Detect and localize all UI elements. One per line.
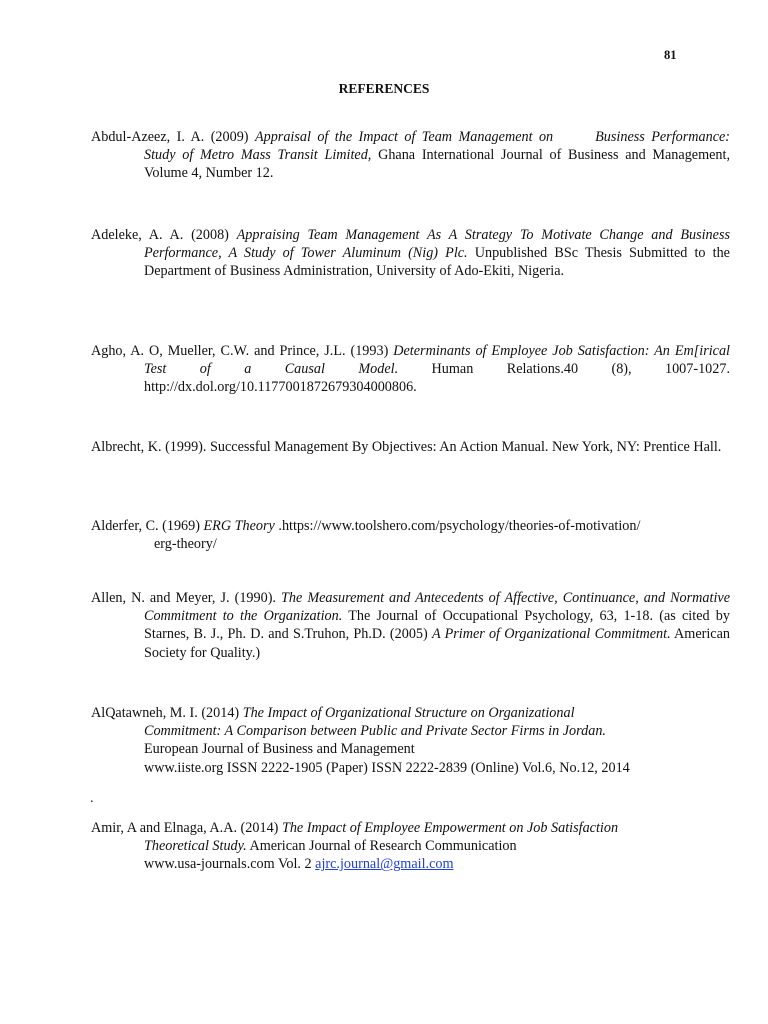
reference-title-continuation: Theoretical Study. bbox=[144, 838, 247, 855]
reference-url-continuation: erg-theory/ bbox=[154, 536, 217, 553]
reference-source: Human Relations.40 (8), 1007-1027. http://dx.dol.org/10.1177001872679304000806. bbox=[144, 361, 730, 396]
reference-entry bbox=[91, 438, 730, 456]
reference-journal: American Journal of Research Communication bbox=[246, 838, 517, 855]
reference-website: www.usa-journals.com Vol. 2 bbox=[144, 856, 316, 873]
reference-entry bbox=[91, 819, 730, 874]
reference-entry bbox=[91, 517, 730, 553]
reference-entry bbox=[91, 128, 730, 183]
reference-issn: www.iiste.org ISSN 2222-1905 (Paper) ISSN 2222-2839 (Online) Vol.6, No.12, 2014 bbox=[144, 759, 630, 776]
reference-source: Ghana International Journal of Business and Management, Volume 4, Number 12. bbox=[144, 147, 731, 182]
reference-authors: Abdul-Azeez, I. A. (2009) bbox=[91, 129, 255, 145]
reference-title: The Impact of Organizational Structure on Organizational bbox=[242, 705, 575, 721]
reference-entry bbox=[91, 704, 730, 777]
reference-source: The Journal of Occupational Psychology, 63, 1-18. (as cited by Starnes, B. J., Ph. D. and S.Truhon, Ph.D. (2005) bbox=[144, 608, 730, 643]
reference-title: Business Performance: Study of Metro Mass Transit Limited, bbox=[144, 129, 731, 164]
reference-title: The Measurement and Antecedents of Affective, Continuance, and Normative Commitment to the Organization. bbox=[144, 590, 730, 625]
reference-authors: Alderfer, C. (1969) bbox=[91, 518, 204, 534]
page-number: 81 bbox=[664, 48, 677, 62]
reference-text: Albrecht, K. (1999). Successful Management By Objectives: An Action Manual. New York, NY: Prentice Hall. bbox=[91, 439, 722, 455]
reference-title: The Impact of Employee Empowerment on Job Satisfaction bbox=[281, 820, 619, 836]
reference-authors: AlQatawneh, M. I. (2014) bbox=[91, 705, 243, 721]
reference-journal: European Journal of Business and Management bbox=[144, 741, 415, 758]
stray-period: . bbox=[90, 791, 94, 806]
reference-entry bbox=[91, 589, 730, 662]
reference-authors: Adeleke, A. A. (2008) bbox=[91, 227, 237, 243]
reference-source: Unpublished BSc Thesis Submitted to the Department of Business Administration, University of Ado-Ekiti, Nigeria. bbox=[144, 245, 730, 280]
reference-entry bbox=[91, 226, 730, 281]
reference-url: .https://www.toolshero.com/psychology/theories-of-motivation/ bbox=[274, 518, 641, 534]
reference-entry bbox=[91, 342, 730, 397]
reference-title-continuation: Commitment: A Comparison between Public and Private Sector Firms in Jordan. bbox=[144, 723, 606, 740]
reference-title: ERG Theory bbox=[203, 518, 275, 534]
reference-authors: Agho, A. O, Mueller, C.W. and Prince, J.L. (1993) bbox=[91, 343, 394, 359]
reference-title: Appraising Team Management As A Strategy To Motivate Change and Business Performance, A Study of Tower Aluminum (Nig) Plc. bbox=[144, 227, 730, 262]
references-heading: REFERENCES bbox=[338, 81, 430, 96]
reference-cited-source: American Society for Quality.) bbox=[144, 626, 730, 661]
reference-title: Determinants of Employee Job Satisfaction: An Em[irical Test of a Causal Model. bbox=[144, 343, 730, 378]
email-link[interactable]: ajrc.journal@gmail.com bbox=[315, 856, 454, 873]
reference-cited-title: A Primer of Organizational Commitment. bbox=[431, 626, 671, 643]
reference-authors: Allen, N. and Meyer, J. (1990). bbox=[91, 590, 281, 606]
reference-authors: Amir, A and Elnaga, A.A. (2014) bbox=[91, 820, 282, 836]
reference-title: Appraisal of the Impact of Team Management on bbox=[254, 129, 554, 145]
